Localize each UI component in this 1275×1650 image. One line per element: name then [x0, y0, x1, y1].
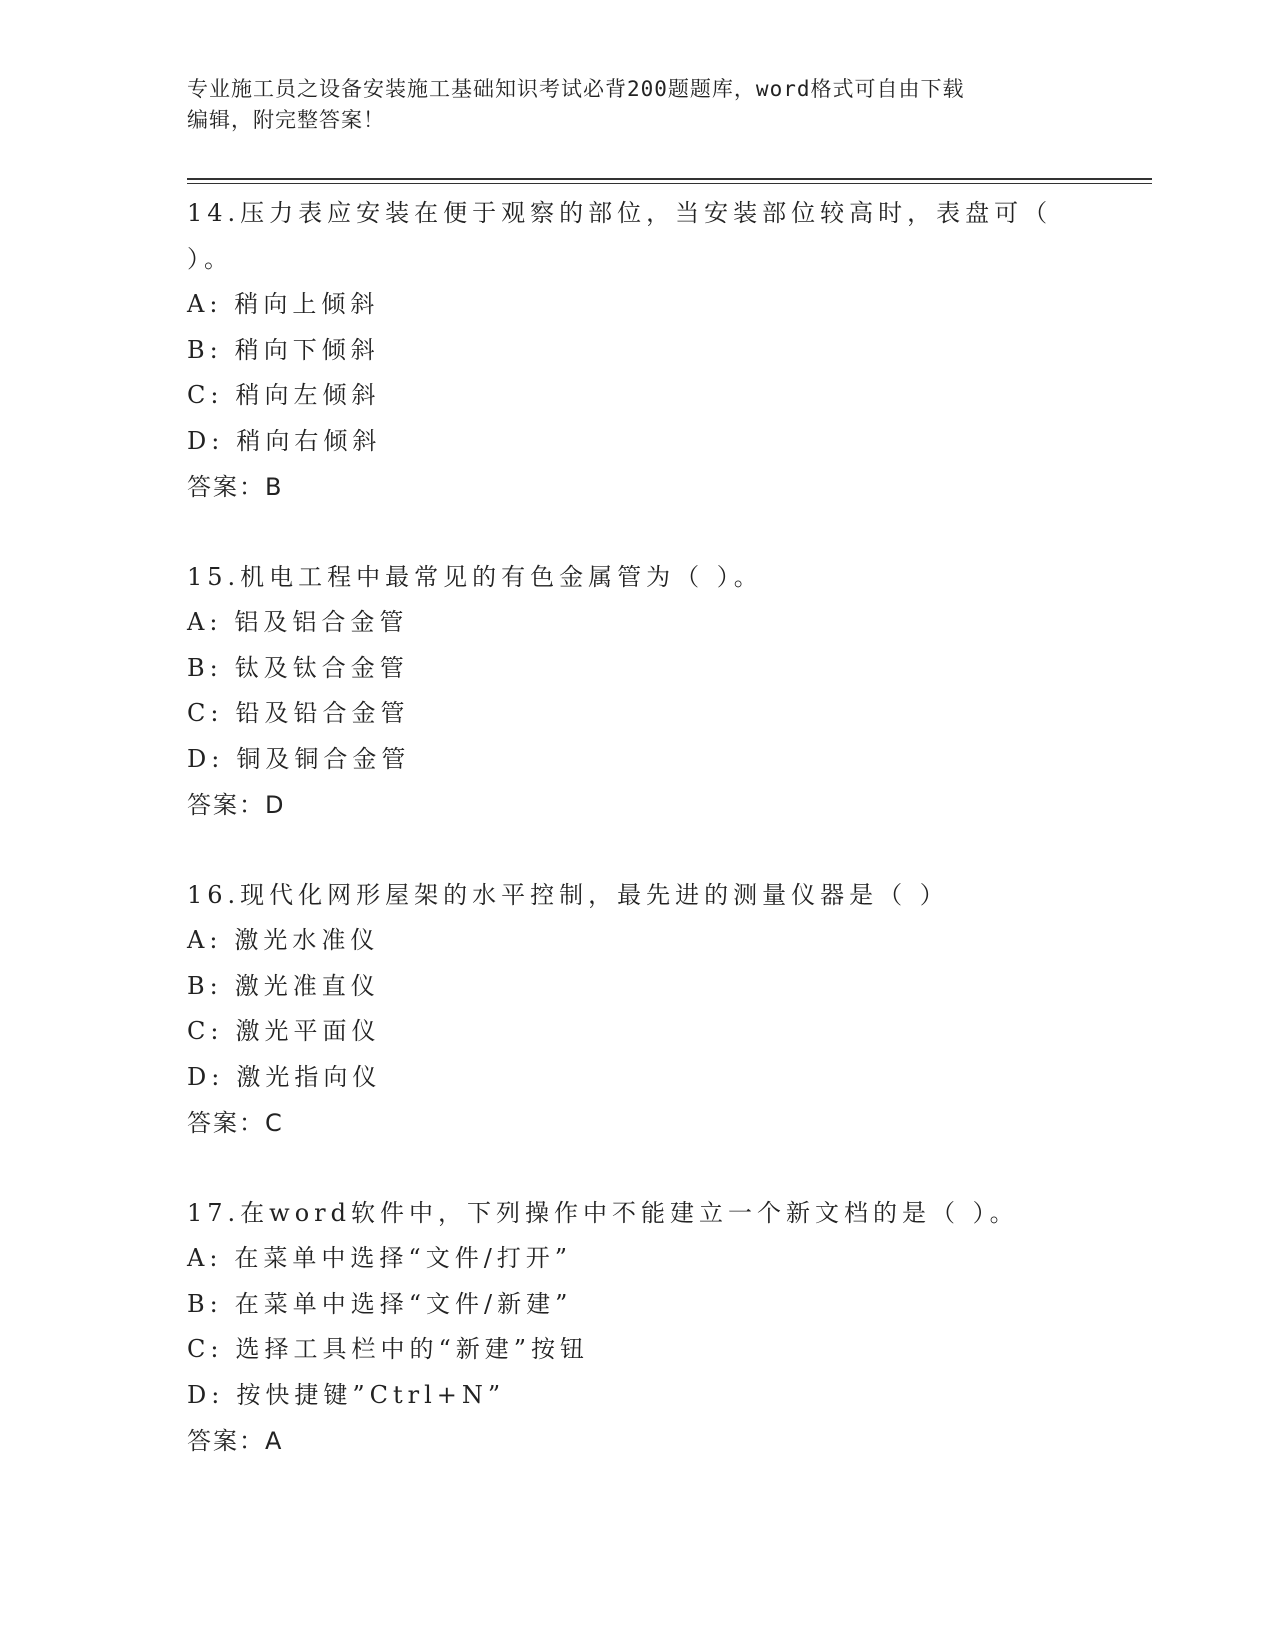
question-stem: 16.现代化网形屋架的水平控制，最先进的测量仪器是（ ）: [187, 881, 949, 909]
option-key: D:: [187, 744, 225, 773]
question-stem-continued: ）。: [187, 245, 233, 273]
question-list: [187, 190, 1152, 1508]
header-divider-thick: [187, 178, 1152, 180]
answer-line: 答案：A: [187, 1427, 284, 1455]
question-stem: 17.在word软件中，下列操作中不能建立一个新文档的是（ ）。: [187, 1199, 1019, 1227]
option-key: C:: [187, 1335, 224, 1363]
answer-line: 答案：D: [187, 791, 286, 819]
option-c: [187, 1009, 1152, 1055]
option-key: C:: [187, 381, 224, 409]
option-key: A:: [187, 1244, 223, 1272]
option-b: [187, 646, 1152, 692]
option-c: [187, 691, 1152, 737]
option-text: 铅及铅合金管: [235, 699, 410, 727]
option-a: [187, 282, 1152, 328]
option-key: D:: [187, 1062, 225, 1091]
option-key: B:: [187, 971, 223, 1000]
option-key: D:: [187, 1380, 225, 1409]
option-key: C:: [187, 1017, 224, 1045]
option-key: B:: [187, 1289, 223, 1318]
option-text: 激光水准仪: [234, 926, 380, 954]
header-divider-thin: [187, 183, 1152, 184]
option-text: 稍向左倾斜: [235, 381, 381, 409]
option-key: C:: [187, 699, 224, 727]
option-text: 铝及铝合金管: [234, 608, 409, 636]
header-line-1: 专业施工员之设备安装施工基础知识考试必背200题题库，word格式可自由下载: [187, 77, 965, 101]
option-a: [187, 918, 1152, 964]
question-stem: 14.压力表应安装在便于观察的部位，当安装部位较高时，表盘可（: [187, 199, 1053, 227]
option-d: [187, 1373, 1152, 1419]
document-header: [187, 74, 1067, 136]
header-line-2: 编辑，附完整答案！: [187, 108, 385, 132]
option-d: [187, 737, 1152, 783]
option-key: D:: [187, 426, 225, 455]
option-text: 稍向右倾斜: [236, 426, 382, 455]
answer-line: 答案：B: [187, 473, 284, 501]
option-text: 稍向上倾斜: [234, 290, 380, 318]
option-text: 在菜单中选择“文件/新建”: [234, 1289, 573, 1318]
question-17: [187, 1190, 1152, 1464]
option-text: 激光准直仪: [234, 971, 380, 1000]
option-text: 铜及铜合金管: [236, 744, 411, 773]
option-text: 激光平面仪: [235, 1017, 381, 1045]
option-key: A:: [187, 608, 223, 636]
option-text: 按快捷键”Ctrl+N”: [236, 1380, 506, 1409]
option-d: [187, 1055, 1152, 1101]
option-a: [187, 1236, 1152, 1282]
option-text: 选择工具栏中的“新建”按钮: [235, 1335, 589, 1363]
option-key: A:: [187, 926, 223, 954]
option-text: 在菜单中选择“文件/打开”: [234, 1244, 573, 1272]
option-text: 激光指向仪: [236, 1062, 382, 1091]
option-c: [187, 373, 1152, 419]
option-b: [187, 964, 1152, 1010]
option-text: 钛及钛合金管: [234, 653, 409, 682]
question-stem: 15.机电工程中最常见的有色金属管为（ ）。: [187, 563, 763, 591]
question-14: [187, 190, 1152, 510]
answer-line: 答案：C: [187, 1109, 284, 1137]
option-a: [187, 600, 1152, 646]
option-key: A:: [187, 290, 223, 318]
option-key: B:: [187, 335, 223, 364]
option-b: [187, 1282, 1152, 1328]
question-16: [187, 872, 1152, 1146]
option-b: [187, 328, 1152, 374]
option-d: [187, 419, 1152, 465]
option-key: B:: [187, 653, 223, 682]
option-c: [187, 1327, 1152, 1373]
option-text: 稍向下倾斜: [234, 335, 380, 364]
question-15: [187, 554, 1152, 828]
